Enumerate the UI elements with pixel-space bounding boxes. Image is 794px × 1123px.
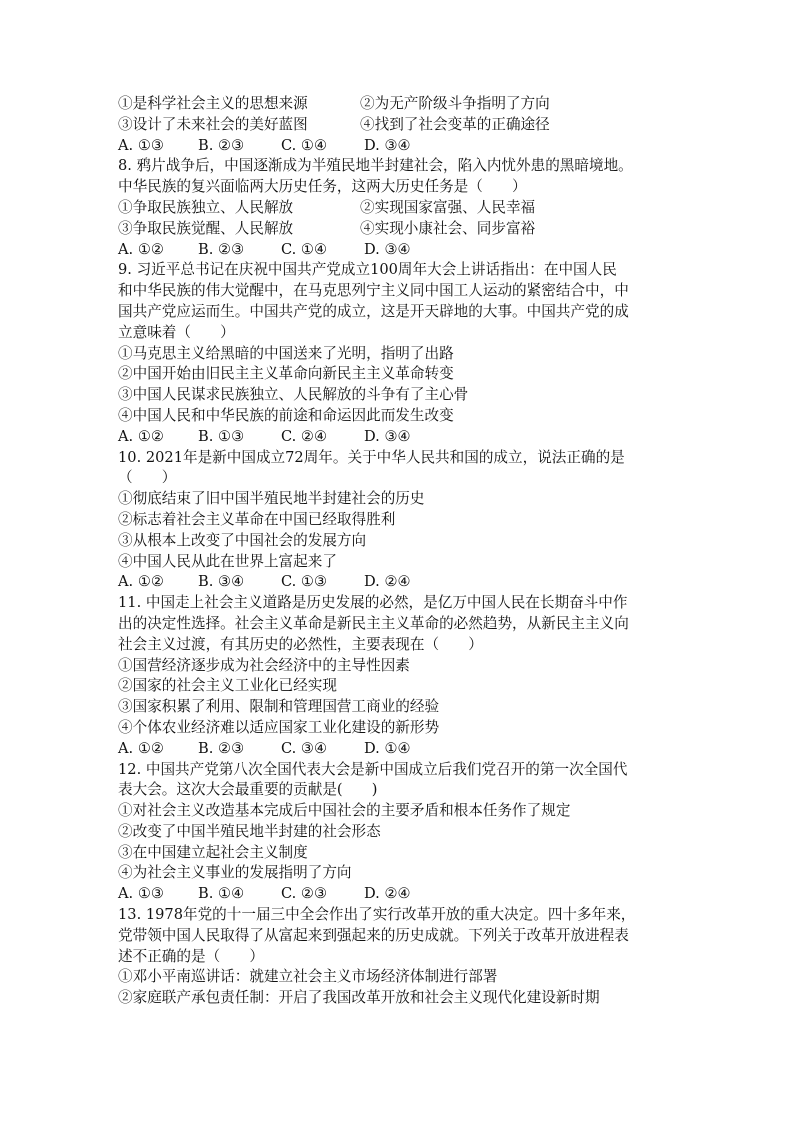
q8-choice-c: C. ①④ [281,240,328,258]
q7-option-3: ③设计了未来社会的美好蓝图 [118,115,308,133]
q8-options-row1 [118,198,678,219]
q9-option-4: ④中国人民和中华民族的前途和命运因此而发生改变 [118,406,454,424]
q7-choice-a: A. ①③ [118,136,164,154]
q11-choice-c: C. ③④ [281,739,328,757]
q9-option-2: ②中国开始由旧民主主义革命向新民主主义革命转变 [118,365,454,383]
q12-option-2: ②改变了中国半殖民地半封建的社会形态 [118,822,381,840]
q7-option-1: ①是科学社会主义的思想来源 [118,95,308,112]
q8-option-2: ②实现国家富强、人民幸福 [360,198,536,216]
q8-choices [118,240,678,261]
q11-option-3: ③国家积累了利用、限制和管理国营工商业的经验 [118,698,440,716]
q7-options-row1 [118,94,678,115]
q7-choice-d: D. ③④ [364,136,411,154]
q12-choice-d: D. ②④ [364,885,411,903]
q13-stem-line: 述不正确的是（ ） [118,947,264,965]
q7-choice-b: B. ②③ [198,136,245,154]
q10-choices [118,572,678,593]
q11-option-2: ②国家的社会主义工业化已经实现 [118,677,337,695]
q9-stem-line: 和中华民族的伟大觉醒中，在马克思列宁主义同中国工人运动的紧密结合中，中 [118,282,629,300]
q9-choices [118,427,678,448]
q9-option-3: ③中国人民谋求民族独立、人民解放的斗争有了主心骨 [118,386,469,404]
q12-choices [118,884,678,905]
q9-stem-line: 国共产党应运而生。中国共产党的成立，这是开天辟地的大事。中国共产党的成 [118,302,629,320]
q7-option-2: ②为无产阶级斗争指明了方向 [360,95,550,112]
q7-option-4: ④找到了社会变革的正确途径 [360,115,550,133]
q13-option-2: ②家庭联产承包责任制：开启了我国改革开放和社会主义现代化建设新时期 [118,989,600,1007]
q7-choice-c: C. ①④ [281,136,328,154]
q9-stem-line: 9. 习近平总书记在庆祝中国共产党成立100周年大会上讲话指出：在中国人民 [118,261,617,279]
q8-stem-line: 8. 鸦片战争后，中国逐渐成为半殖民地半封建社会，陷入内忧外患的黑暗境地。 [118,157,633,175]
q12-option-3: ③在中国建立起社会主义制度 [118,843,308,861]
q12-choice-c: C. ②③ [281,885,328,903]
q12-option-1: ①对社会主义改造基本完成后中国社会的主要矛盾和根本任务作了规定 [118,802,571,820]
q13-stem-line: 13. 1978年党的十一届三中全会作出了实行改革开放的重大决定。四十多年来， [118,906,636,924]
q11-choices [118,739,678,760]
q8-option-4: ④实现小康社会、同步富裕 [360,219,536,237]
q12-stem-line: 12. 中国共产党第八次全国代表大会是新中国成立后我们党召开的第一次全国代 [118,760,628,778]
q8-stem-line: 中华民族的复兴面临两大历史任务，这两大历史任务是（ ） [118,178,527,196]
q10-choice-a: A. ①② [118,573,164,591]
q11-option-1: ①国营经济逐步成为社会经济中的主导性因素 [118,656,410,674]
q8-choice-d: D. ③④ [364,240,411,258]
q7-options-row2 [118,115,678,136]
q10-stem-line: 10. 2021年是新中国成立72周年。关于中华人民共和国的成立，说法正确的是 [118,448,625,466]
q10-choice-d: D. ②④ [364,573,411,591]
q8-options-row2 [118,219,678,240]
q12-option-4: ④为社会主义事业的发展指明了方向 [118,864,352,882]
q9-choice-b: B. ①③ [198,427,245,445]
q10-choice-c: C. ①③ [281,573,328,591]
q9-choice-d: D. ③④ [364,427,411,445]
q11-choice-a: A. ①② [118,739,164,757]
q10-option-4: ④中国人民从此在世界上富起来了 [118,552,337,570]
q8-choice-b: B. ②③ [198,240,245,258]
q10-option-1: ①彻底结束了旧中国半殖民地半封建社会的历史 [118,490,425,508]
q11-option-4: ④个体农业经济难以适应国家工业化建设的新形势 [118,718,440,736]
q11-stem-line: 社会主义过渡，有其历史的必然性，主要表现在（ ） [118,635,483,653]
exam-page [118,94,678,1009]
q7-choices [118,136,678,157]
q9-choice-a: A. ①② [118,427,164,445]
q10-option-3: ③从根本上改变了中国社会的发展方向 [118,531,367,549]
q8-option-1: ①争取民族独立、人民解放 [118,198,294,216]
q13-option-1: ①邓小平南巡讲话：就建立社会主义市场经济体制进行部署 [118,968,498,986]
q9-option-1: ①马克思主义给黑暗的中国送来了光明，指明了出路 [118,344,454,362]
q12-choice-b: B. ①④ [198,885,245,903]
q9-choice-c: C. ②④ [281,427,328,445]
q11-choice-b: B. ②③ [198,739,245,757]
q8-option-3: ③争取民族觉醒、人民解放 [118,219,294,237]
q10-stem-line: （ ） [118,469,177,487]
q13-stem-line: 党带领中国人民取得了从富起来到强起来的历史成就。下列关于改革开放进程表 [118,926,629,944]
q11-choice-d: D. ①④ [364,739,411,757]
q11-stem-line: 11. 中国走上社会主义道路是历史发展的必然，是亿万中国人民在长期奋斗中作 [118,594,628,612]
q9-stem-line: 立意味着（ ） [118,323,235,341]
q10-option-2: ②标志着社会主义革命在中国已经取得胜利 [118,510,396,528]
q11-stem-line: 出的决定性选择。社会主义革命是新民主主义革命的必然趋势，从新民主主义向 [118,614,629,632]
q8-choice-a: A. ①② [118,240,164,258]
q10-choice-b: B. ③④ [198,573,245,591]
q12-choice-a: A. ①③ [118,885,164,903]
q12-stem-line: 表大会。这次大会最重要的贡献是( ) [118,781,378,799]
